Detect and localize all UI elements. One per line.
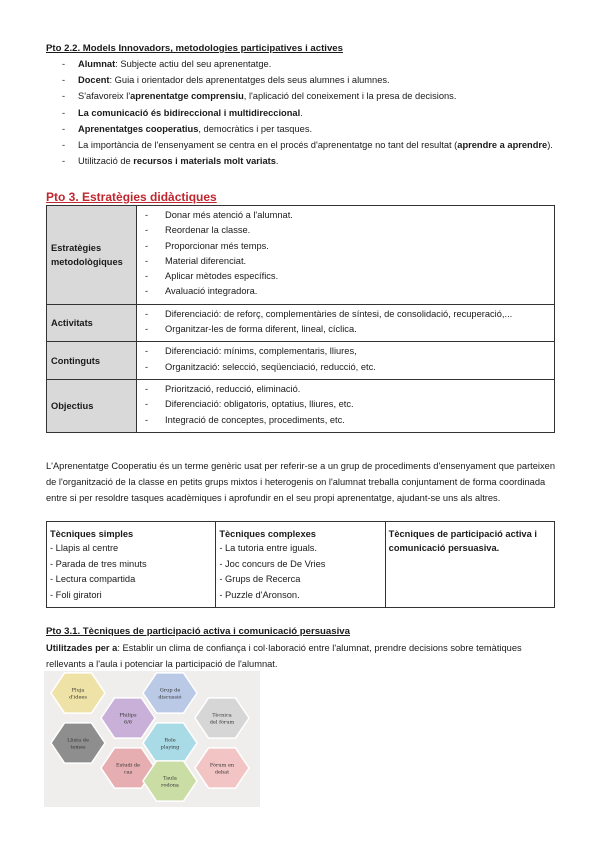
strategy-row — [47, 206, 555, 305]
bullet-text: La importància de l'ensenyament se centra en el procés d'aprenentatge no tant del resultat ( — [78, 140, 458, 151]
hexagon-label: temes — [70, 744, 86, 751]
bullet-item — [62, 56, 557, 72]
technique-title: Tècniques simples — [50, 529, 134, 539]
strategy-item: - Priorització, reducció, eliminació. — [143, 382, 550, 397]
technique-item: - Foli giratori — [50, 589, 102, 600]
bullet-text: . — [300, 107, 303, 118]
utilitzades-paragraph — [46, 640, 558, 672]
technique-item: - Puzzle d'Aronson. — [219, 589, 300, 600]
technique-title: Tècniques de participació activa i comunicació persuasiva. — [388, 529, 537, 553]
hexagon-label: 6/6 — [123, 719, 133, 726]
hexagon-diagram-svg — [44, 671, 260, 807]
bullet-item — [62, 105, 557, 121]
hexagon-label: Role — [164, 737, 176, 744]
heading-estrategies-didactiques: Pto 3. Estratègies didàctiques — [46, 190, 217, 204]
hexagon-3 — [101, 698, 155, 738]
util-text: : Establir un clima de confiança i col·laboració entre l'alumnat, prendre decisions sobre temàtiques rellevants a l'aula i potenciar la participació de l'alumnat. — [46, 643, 522, 669]
bullet-bold: Docent — [78, 75, 110, 86]
technique-item: - Joc concurs de De Vries — [219, 558, 326, 569]
hexagon-label: cas — [123, 769, 133, 776]
strategy-content — [137, 206, 555, 305]
strategy-item: - Avaluació integradora. — [143, 284, 550, 299]
hexagon-8 — [195, 748, 249, 788]
hexagon-4 — [195, 698, 249, 738]
hexagon-label: debat — [214, 769, 230, 776]
bullet-bold: La comunicació és bidireccional i multidireccional — [78, 107, 301, 118]
strategy-item-list — [143, 344, 550, 375]
strategy-item: - Reordenar la classe. — [143, 223, 550, 238]
strategy-item: - Integració de conceptes, procediments, etc. — [143, 413, 550, 428]
hexagon-label: Estudi de — [116, 762, 140, 769]
hexagon-label: Pluja — [71, 687, 85, 694]
strategy-label: Estratègies metodològiques — [47, 206, 137, 305]
bullet-item — [62, 121, 557, 137]
hexagon-5 — [51, 723, 105, 763]
hexagon-label: Fòrum en — [209, 762, 235, 769]
technique-title: Tècniques complexes — [219, 529, 316, 539]
bullet-text: , democràtics i per tasques. — [198, 123, 313, 134]
strategy-item: - Diferenciació: obligatoris, optatius, lliures, etc. — [143, 397, 550, 412]
bullet-text: . — [275, 156, 279, 167]
techniques-row — [47, 522, 555, 608]
strategy-row — [47, 304, 555, 342]
techniques-table — [46, 521, 555, 608]
strategy-item: - Material diferenciat. — [143, 254, 550, 269]
strategy-item: - Organització: selecció, seqüenciació, reducció, etc. — [143, 360, 550, 375]
bullet-item — [62, 72, 557, 88]
technique-item: - Llapis al centre — [50, 543, 119, 553]
hexagon-label: Llista de — [67, 737, 89, 744]
strategy-label: Activitats — [47, 304, 137, 342]
heading-models-innovadors: Pto 2.2. Models Innovadors, metodologies participatives i actives — [46, 43, 343, 54]
bullet-text: : Subjecte actiu del seu aprenentatge. — [115, 59, 272, 69]
strategy-item: - Diferenciació: de reforç, complementàries de síntesi, de consolidació, recuperació,... — [143, 307, 550, 322]
strategy-item: - Aplicar mètodes específics. — [143, 269, 550, 284]
strategy-item: - Donar més atenció a l'alumnat. — [143, 208, 550, 223]
bullet-text: ). — [547, 140, 553, 151]
technique-column — [216, 522, 385, 608]
strategy-label: Objectius — [47, 379, 137, 432]
strategy-row — [47, 342, 555, 380]
bullet-text: Utilització de — [78, 156, 134, 167]
strategy-content — [137, 379, 555, 432]
strategy-row — [47, 379, 555, 432]
technique-item: - Grups de Recerca — [219, 574, 301, 584]
strategy-item-list — [143, 307, 550, 338]
hexagon-label: playing — [160, 744, 180, 751]
strategy-content — [137, 304, 555, 342]
hexagon-label: d'idees — [69, 694, 87, 701]
strategy-item-list — [143, 208, 550, 300]
bullet-item — [62, 137, 557, 153]
hexagon-1 — [51, 673, 105, 713]
bullet-text: : Guia i orientador dels aprenentatges dels seus alumnes i alumnes. — [109, 75, 390, 86]
strategy-item: - Proporcionar més temps. — [143, 239, 550, 254]
technique-item: - Parada de tres minuts — [50, 558, 147, 569]
bullet-bold: aprendre a aprendre — [457, 140, 548, 151]
hexagon-2 — [143, 673, 197, 713]
bullet-bold: Aprenentatges cooperatius — [78, 123, 199, 134]
bullet-bold: recursos i materials molt variats — [133, 156, 276, 167]
heading-tecniques-participacio: Pto 3.1. Tècniques de participació activa i comunicació persuasiva — [46, 626, 350, 637]
strategy-content — [137, 342, 555, 380]
strategy-label: Continguts — [47, 342, 137, 380]
hexagon-6 — [143, 723, 197, 763]
hexagon-label: del fòrum — [209, 719, 235, 726]
strategy-item: - Diferenciació: mínims, complementaris, lliures, — [143, 344, 550, 359]
bullet-item — [62, 153, 557, 169]
bullet-item — [62, 88, 557, 104]
technique-column — [385, 522, 554, 608]
hexagon-label: Grup de — [159, 687, 181, 694]
strategy-item-list — [143, 382, 550, 428]
bullet-bold: Alumnat — [78, 59, 116, 69]
technique-item: - Lectura compartida — [50, 574, 136, 584]
bullet-text: , l'aplicació del coneixement i la presa de decisions. — [243, 91, 457, 102]
methodology-bullet-list — [62, 56, 557, 169]
bullet-bold: aprenentatge comprensiu — [130, 91, 244, 102]
strategies-table — [46, 205, 555, 433]
strategy-item: - Organitzar-les de forma diferent, lineal, cíclica. — [143, 322, 550, 337]
hexagon-label: rodona — [161, 782, 179, 789]
technique-column — [47, 522, 216, 608]
hexagon-label: Taula — [163, 775, 177, 782]
technique-item: - La tutoria entre iguals. — [219, 543, 317, 553]
cooperative-learning-paragraph: L'Aprenentatge Cooperatiu és un terme genèric usat per referir-se a un grup de procediments d'ensenyament que parteixen de l'organització de la classe en petits grups mixtos i heterogenis on l'alumnat treballa conjuntament de forma coordinada entre si per resoldre tasques acadèmiques i aprofundir en el seu propi aprenentatge, ajudant-se uns als altres. — [46, 461, 555, 503]
hexagon-label: Philips — [119, 712, 137, 719]
techniques-hexagon-diagram — [44, 671, 260, 807]
util-label: Utilitzades per a — [46, 643, 118, 653]
hexagon-label: Tècnica — [212, 712, 232, 719]
hexagon-label: discussió — [158, 694, 182, 701]
bullet-text: S'afavoreix l' — [78, 91, 131, 102]
